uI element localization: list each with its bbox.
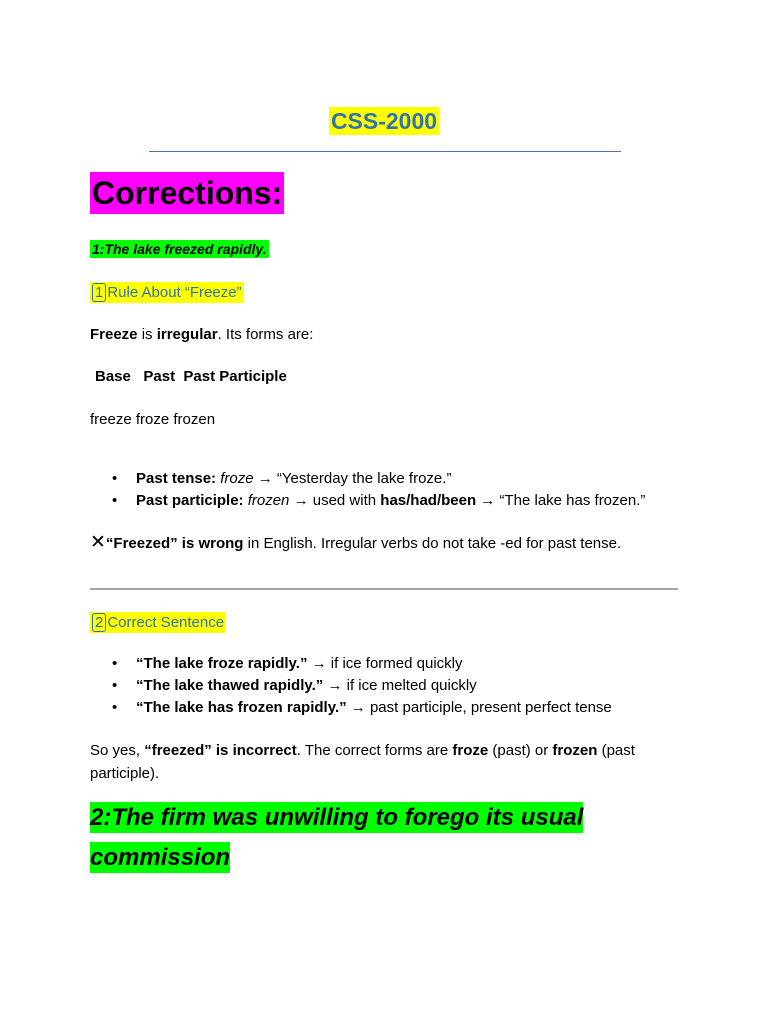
freeze-irregular-line: Freeze is irregular. Its forms are: [90, 326, 314, 343]
forms-values: freeze froze frozen [90, 411, 216, 428]
section-1-heading [90, 282, 244, 303]
section-2-label: Correct Sentence [107, 614, 225, 631]
list-item: • Past participle: frozen → used with has/had/been → “The lake has frozen.” [90, 490, 645, 512]
summary-paragraph: So yes, “freezed” is incorrect. The correct forms are froze (past) or frozen (past participle). [90, 742, 635, 782]
corrections-heading: Corrections: [90, 172, 284, 214]
question-2: 2:The firm was unwilling to forego its usual commission [90, 804, 584, 871]
section-2-heading [90, 612, 226, 633]
list-item: • “The lake has frozen rapidly.” → past participle, present perfect tense [90, 697, 612, 719]
correct-sentence-list [90, 653, 612, 719]
document-title: CSS-2000 [330, 108, 438, 134]
question-1: 1:The lake freezed rapidly. [92, 241, 267, 257]
list-item: • “The lake thawed rapidly.” → if ice melted quickly [90, 675, 612, 697]
list-item: • Past tense: froze → “Yesterday the lake froze.” [90, 468, 645, 490]
rule-bullet-list [90, 468, 645, 512]
cross-icon: ✕ [90, 532, 106, 553]
title-underline [149, 151, 621, 152]
section-2-number: 2 [92, 613, 106, 632]
section-1-number: 1 [92, 283, 106, 302]
forms-header: Base Past Past Participle [95, 368, 287, 385]
section-1-label: Rule About “Freeze” [107, 284, 242, 301]
section-divider [90, 588, 678, 590]
list-item: • “The lake froze rapidly.” → if ice formed quickly [90, 653, 612, 675]
wrong-note: ✕“Freezed” is wrong in English. Irregular verbs do not take -ed for past tense. [90, 532, 622, 553]
